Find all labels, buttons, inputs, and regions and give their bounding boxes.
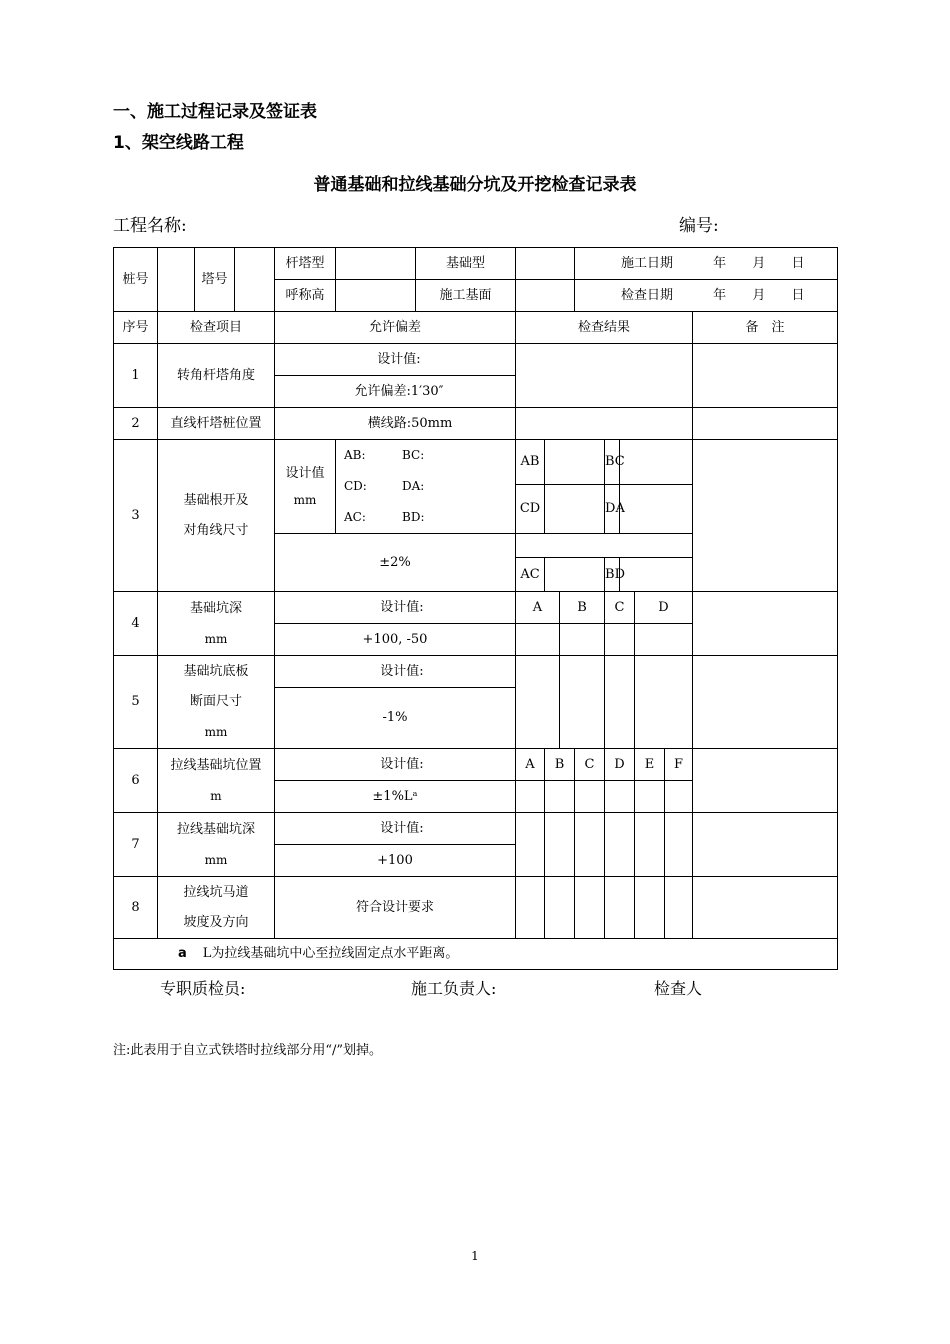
row7-remark xyxy=(693,813,838,877)
inspection-date-cell xyxy=(575,280,838,312)
row1-remark xyxy=(693,344,838,408)
row8-item-line1: 拉线坑马道 xyxy=(183,884,249,900)
inspection-table xyxy=(113,247,838,970)
row6-b: B xyxy=(545,749,575,781)
inspection-day: 日 xyxy=(791,287,805,303)
row4-no: 4 xyxy=(114,592,158,656)
col-result: 检查结果 xyxy=(516,312,693,344)
row3-res-cd-value xyxy=(545,485,605,534)
row3-design-line2: mm xyxy=(293,492,317,507)
row5-tolerance: -1% xyxy=(275,688,516,749)
construction-month: 月 xyxy=(752,255,766,271)
row8-a-value xyxy=(516,877,545,939)
row8-item xyxy=(158,877,275,939)
row5-a-value xyxy=(516,656,560,749)
row8-no: 8 xyxy=(114,877,158,939)
row3-ac: AC: xyxy=(344,510,366,524)
row3-res-da-value xyxy=(620,485,693,534)
construction-date-label: 施工日期 xyxy=(621,255,674,271)
tower-type-label: 杆塔型 xyxy=(275,248,336,280)
row6-c: C xyxy=(575,749,605,781)
row8-f-value xyxy=(665,877,693,939)
row6-e-value xyxy=(635,781,665,813)
section-heading: 一、施工过程记录及签证表 xyxy=(113,102,317,122)
row4-d-value xyxy=(635,624,693,656)
construction-base-value xyxy=(516,280,575,312)
row3-item xyxy=(158,440,275,592)
nominal-height-value xyxy=(336,280,416,312)
row5-no: 5 xyxy=(114,656,158,749)
row6-a: A xyxy=(516,749,545,781)
row3-item-line2: 对角线尺寸 xyxy=(183,522,249,538)
row3-design-line1: 设计值 xyxy=(285,465,325,481)
row4-a-value xyxy=(516,624,560,656)
row6-e: E xyxy=(635,749,665,781)
row4-c-value xyxy=(605,624,635,656)
row5-remark xyxy=(693,656,838,749)
project-name-label: 工程名称: xyxy=(113,216,187,236)
row8-b-value xyxy=(545,877,575,939)
row3-bc: BC: xyxy=(402,448,425,462)
row8-e-value xyxy=(635,877,665,939)
row2-remark xyxy=(693,408,838,440)
row3-item-line1: 基础根开及 xyxy=(183,492,249,508)
row7-item-line1: 拉线基础坑深 xyxy=(176,821,255,837)
row7-design: 设计值: xyxy=(275,813,516,845)
row3-ab: AB: xyxy=(344,448,366,462)
row7-c-value xyxy=(575,813,605,877)
row6-item-line1: 拉线基础坑位置 xyxy=(170,757,262,773)
tower-no-value xyxy=(235,248,275,312)
row3-remark xyxy=(693,440,838,592)
row5-b-value xyxy=(560,656,605,749)
row4-item-line1: 基础坑深 xyxy=(189,600,242,616)
page-number: 1 xyxy=(471,1249,479,1263)
row6-item xyxy=(158,749,275,813)
row1-design: 设计值: xyxy=(275,344,516,376)
row3-design xyxy=(275,440,336,534)
construction-day: 日 xyxy=(791,255,805,271)
row3-bd: BD: xyxy=(402,510,425,524)
row3-res-bd-label: BD xyxy=(605,558,620,592)
row2-no: 2 xyxy=(114,408,158,440)
row6-f-value xyxy=(665,781,693,813)
row3-res-ab-value xyxy=(545,440,605,485)
row4-tolerance: +100, -50 xyxy=(275,624,516,656)
row4-b: B xyxy=(560,592,605,624)
tower-no-label: 塔号 xyxy=(195,248,235,312)
row4-item-line2: mm xyxy=(204,631,228,646)
row1-tolerance: 允许偏差:1′30″ xyxy=(275,376,516,408)
row6-d-value xyxy=(605,781,635,813)
row6-a-value xyxy=(516,781,545,813)
row6-b-value xyxy=(545,781,575,813)
row4-c: C xyxy=(605,592,635,624)
row5-item-line1: 基础坑底板 xyxy=(183,664,249,679)
col-remark: 备 注 xyxy=(693,312,838,344)
inspection-year: 年 xyxy=(713,287,727,303)
row3-da: DA: xyxy=(402,479,425,493)
row3-cd: CD: xyxy=(344,479,367,493)
row4-design: 设计值: xyxy=(275,592,516,624)
footnote-mark: a xyxy=(178,946,187,961)
row2-item: 直线杆塔桩位置 xyxy=(158,408,275,440)
row3-res-bd-value xyxy=(620,558,693,592)
row8-c-value xyxy=(575,877,605,939)
row8-d-value xyxy=(605,877,635,939)
table-footnote xyxy=(114,939,838,970)
row6-item-line2: m xyxy=(210,788,222,803)
construction-base-label: 施工基面 xyxy=(416,280,516,312)
row1-result xyxy=(516,344,693,408)
row4-a: A xyxy=(516,592,560,624)
row1-no: 1 xyxy=(114,344,158,408)
row8-item-line2: 坡度及方向 xyxy=(183,914,249,930)
pile-no-value xyxy=(158,248,195,312)
pile-no-label: 桩号 xyxy=(114,248,158,312)
row3-no: 3 xyxy=(114,440,158,592)
row3-design-values xyxy=(336,440,516,534)
row6-d: D xyxy=(605,749,635,781)
row5-design: 设计值: xyxy=(275,656,516,688)
row3-res-ab-label: AB xyxy=(516,440,545,485)
construction-lead-label: 施工负责人: xyxy=(411,979,497,998)
row3-res-bc-label: BC xyxy=(605,440,620,485)
row4-item xyxy=(158,592,275,656)
row6-c-value xyxy=(575,781,605,813)
row3-res-cd-label: CD xyxy=(516,485,545,534)
row3-res-ac-value xyxy=(545,558,605,592)
nominal-height-label: 呼称高 xyxy=(275,280,336,312)
row4-remark xyxy=(693,592,838,656)
row7-no: 7 xyxy=(114,813,158,877)
number-label: 编号: xyxy=(679,216,719,236)
row1-item: 转角杆塔角度 xyxy=(158,344,275,408)
footnote-text: L为拉线基础坑中心至拉线固定点水平距离。 xyxy=(202,946,459,961)
row7-item xyxy=(158,813,275,877)
row7-a-value xyxy=(516,813,545,877)
row8-tolerance: 符合设计要求 xyxy=(275,877,516,939)
foundation-type-value xyxy=(516,248,575,280)
row6-f: F xyxy=(665,749,693,781)
row5-item-line3: mm xyxy=(204,725,228,739)
row7-tolerance: +100 xyxy=(275,845,516,877)
construction-date-cell xyxy=(575,248,838,280)
row6-tolerance: ±1%Lᵃ xyxy=(275,781,516,813)
row3-res-da-label: DA xyxy=(605,485,620,534)
col-seq: 序号 xyxy=(114,312,158,344)
col-item: 检查项目 xyxy=(158,312,275,344)
row6-no: 6 xyxy=(114,749,158,813)
inspection-date-label: 检查日期 xyxy=(621,287,674,303)
foundation-type-label: 基础型 xyxy=(416,248,516,280)
qc-inspector-label: 专职质检员: xyxy=(160,979,246,998)
inspection-month: 月 xyxy=(752,287,766,303)
col-tolerance: 允许偏差 xyxy=(275,312,516,344)
row2-tolerance: 横线路:50mm xyxy=(275,408,516,440)
row5-c-value xyxy=(605,656,635,749)
row5-d-value xyxy=(635,656,693,749)
row7-b-value xyxy=(545,813,575,877)
row2-result xyxy=(516,408,693,440)
row7-e-value xyxy=(635,813,665,877)
tower-type-value xyxy=(336,248,416,280)
row5-item-line2: 断面尺寸 xyxy=(189,694,242,709)
row3-res-bc-value xyxy=(620,440,693,485)
row4-d: D xyxy=(635,592,693,624)
row6-design: 设计值: xyxy=(275,749,516,781)
row7-f-value xyxy=(665,813,693,877)
construction-year: 年 xyxy=(713,255,727,271)
row6-remark xyxy=(693,749,838,813)
row7-d-value xyxy=(605,813,635,877)
usage-note: 注:此表用于自立式铁塔时拉线部分用“/”划掉。 xyxy=(113,1043,383,1058)
row7-item-line2: mm xyxy=(204,852,228,867)
inspector-label: 检查人 xyxy=(654,979,703,998)
form-title: 普通基础和拉线基础分坑及开挖检查记录表 xyxy=(313,175,637,195)
row5-item xyxy=(158,656,275,749)
row3-tolerance: ±2% xyxy=(275,534,516,592)
row4-b-value xyxy=(560,624,605,656)
subsection-heading: 1、架空线路工程 xyxy=(113,133,244,153)
row8-remark xyxy=(693,877,838,939)
row3-res-ac-label: AC xyxy=(516,558,545,592)
